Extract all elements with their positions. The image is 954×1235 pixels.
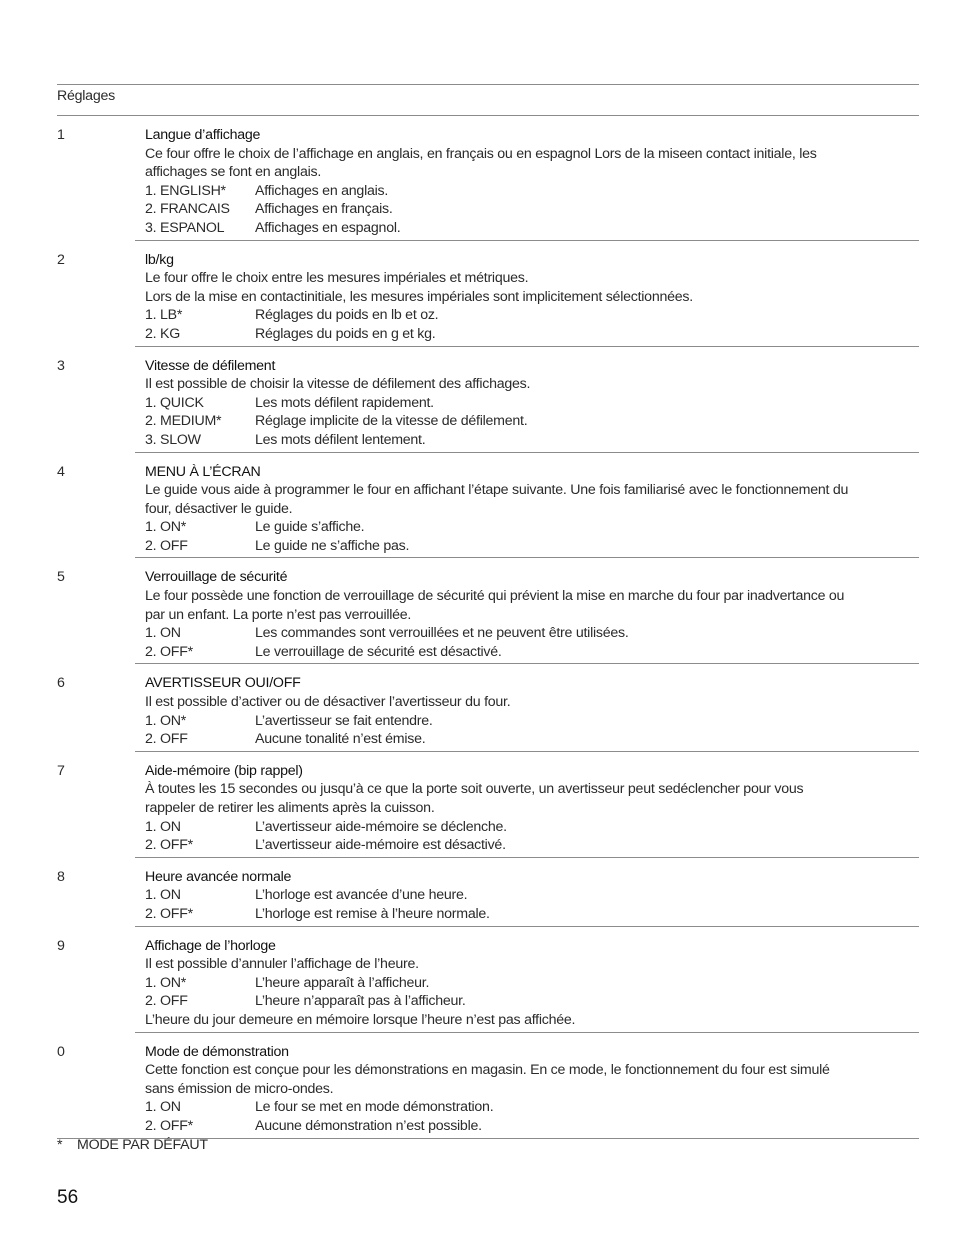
- option-key: 1. ON*: [145, 519, 187, 536]
- option-value: L’horloge est avancée d’une heure.: [255, 887, 468, 904]
- setting-option: [145, 306, 919, 325]
- option-key: 1. ENGLISH*: [145, 182, 226, 199]
- option-value: Aucune tonalité n’est émise.: [255, 731, 426, 748]
- setting-row: [57, 858, 919, 927]
- setting-description: Cette fonction est conçue pour les démonstrations en magasin. En ce mode, le fonctionnement du four est simulé: [145, 1062, 830, 1079]
- option-key: 1. ON*: [145, 974, 187, 991]
- setting-content: [145, 864, 919, 924]
- setting-title: AVERTISSEUR OUI/OFF: [145, 675, 301, 692]
- setting-row: [57, 664, 919, 751]
- setting-number: 1: [57, 127, 65, 143]
- option-key: 1. ON*: [145, 712, 187, 729]
- setting-option: [145, 431, 919, 450]
- option-value: Les mots défilent lentement.: [255, 431, 426, 448]
- setting-description: affichages se font en anglais.: [145, 164, 322, 181]
- setting-description: four, désactiver le guide.: [145, 500, 293, 517]
- option-value: L’heure n’apparaît pas à l’afficheur.: [255, 993, 466, 1010]
- setting-row: [57, 752, 919, 858]
- setting-title: lb/kg: [145, 251, 174, 268]
- option-value: Réglages du poids en g et kg.: [255, 325, 436, 342]
- setting-option: [145, 905, 919, 924]
- setting-option: [145, 200, 919, 219]
- option-key: 2. KG: [145, 325, 181, 342]
- option-key: 2. OFF*: [145, 1117, 193, 1134]
- setting-description: Lors de la mise en contactinitiale, les mesures impériales sont implicitement sélectionnées.: [145, 288, 693, 305]
- setting-content: [145, 122, 919, 238]
- option-key: 2. OFF: [145, 731, 188, 748]
- option-key: 2. OFF*: [145, 905, 193, 922]
- setting-title: Langue d’affichage: [145, 127, 261, 143]
- option-value: Affichages en anglais.: [255, 182, 389, 199]
- setting-title: Mode de démonstration: [145, 1043, 289, 1060]
- setting-description: Le guide vous aide à programmer le four en affichant l’étape suivante. Une fois familiarisé avec le fonctionnement du: [145, 482, 849, 499]
- setting-number: 9: [57, 937, 65, 954]
- setting-description: Il est possible d’annuler l’affichage de l’heure.: [145, 956, 419, 973]
- setting-content: [145, 247, 919, 344]
- setting-option: [145, 182, 919, 201]
- setting-number: 5: [57, 569, 65, 586]
- setting-content: [145, 459, 919, 556]
- option-value: Le four se met en mode démonstration.: [255, 1099, 494, 1116]
- setting-option: [145, 1117, 919, 1136]
- setting-row: [57, 116, 919, 241]
- option-key: 1. ON: [145, 887, 181, 904]
- option-key: 1. ON: [145, 818, 181, 835]
- setting-option: [145, 886, 919, 905]
- settings-table: [57, 116, 919, 1139]
- setting-description: À toutes les 15 secondes ou jusqu’à ce que la porte soit ouverte, un avertisseur peut sedéclencher pour vous: [145, 781, 804, 798]
- setting-option: [145, 992, 919, 1011]
- option-key: 3. ESPANOL: [145, 219, 225, 236]
- option-value: Les mots défilent rapidement.: [255, 394, 434, 411]
- setting-description: rappeler de retirer les aliments après la cuisson.: [145, 800, 435, 816]
- setting-option: [145, 1098, 919, 1117]
- setting-description: Le four possède une fonction de verrouillage de sécurité qui prévient la mise en marche du four par inadvertance ou: [145, 588, 845, 605]
- table-header: Réglages: [57, 88, 115, 104]
- setting-row: [57, 347, 919, 453]
- setting-option: [145, 974, 919, 993]
- setting-title: Verrouillage de sécurité: [145, 569, 288, 586]
- setting-description: Il est possible d’activer ou de désactiver l’avertisseur du four.: [145, 694, 511, 711]
- setting-number: 7: [57, 762, 65, 779]
- setting-description: Ce four offre le choix de l’affichage en anglais, en français ou en espagnol Lors de la miseen contact initiale, les: [145, 145, 817, 162]
- setting-row: [57, 1033, 919, 1139]
- option-key: 3. SLOW: [145, 431, 201, 448]
- option-value: Réglage implicite de la vitesse de défilement.: [255, 413, 528, 430]
- setting-content: [145, 670, 919, 748]
- setting-option: [145, 537, 919, 556]
- option-key: 1. ON: [145, 1099, 181, 1116]
- setting-note: L’heure du jour demeure en mémoire lorsque l’heure n’est pas affichée.: [145, 1011, 576, 1028]
- setting-number: 8: [57, 868, 65, 885]
- setting-number: 4: [57, 463, 65, 480]
- setting-option: [145, 730, 919, 749]
- setting-content: [145, 933, 919, 1030]
- setting-description: Il est possible de choisir la vitesse de défilement des affichages.: [145, 376, 531, 393]
- option-key: 1. LB*: [145, 307, 183, 324]
- setting-title: Heure avancée normale: [145, 868, 292, 885]
- option-key: 2. FRANCAIS: [145, 201, 230, 218]
- setting-option: [145, 712, 919, 731]
- setting-row: [57, 453, 919, 559]
- option-key: 2. OFF: [145, 993, 188, 1010]
- setting-title: MENU À L’ÉCRAN: [145, 463, 261, 480]
- setting-description: sans émission de micro-ondes.: [145, 1080, 334, 1097]
- page-number: 56: [57, 1187, 79, 1208]
- setting-row: [57, 241, 919, 347]
- option-value: Réglages du poids en lb et oz.: [255, 307, 439, 324]
- setting-option: [145, 818, 919, 837]
- setting-number: 2: [57, 251, 65, 268]
- setting-option: [145, 518, 919, 537]
- option-key: 1. QUICK: [145, 394, 204, 411]
- option-value: Le guide s’affiche.: [255, 519, 365, 536]
- setting-option: [145, 624, 919, 643]
- top-rule: [57, 84, 919, 85]
- option-value: L’avertisseur aide-mémoire se déclenche.: [255, 818, 507, 835]
- option-key: 1. ON: [145, 625, 181, 642]
- setting-option: [145, 836, 919, 855]
- footnote-text: MODE PAR DÉFAUT: [77, 1137, 208, 1153]
- setting-row: [57, 927, 919, 1033]
- setting-number: 6: [57, 675, 65, 692]
- setting-row: [57, 558, 919, 664]
- setting-title: Affichage de l’horloge: [145, 937, 276, 954]
- option-value: L’horloge est remise à l’heure normale.: [255, 905, 490, 922]
- setting-number: 3: [57, 357, 65, 374]
- setting-option: [145, 394, 919, 413]
- setting-description: par un enfant. La porte n’est pas verrouillée.: [145, 606, 412, 623]
- setting-content: [145, 1039, 919, 1136]
- footnote-star: *: [57, 1137, 63, 1153]
- setting-title: Aide-mémoire (bip rappel): [145, 762, 303, 779]
- option-value: Aucune démonstration n’est possible.: [255, 1117, 482, 1134]
- option-value: Le guide ne s’affiche pas.: [255, 537, 410, 554]
- option-value: Les commandes sont verrouillées et ne peuvent être utilisées.: [255, 625, 629, 642]
- option-key: 2. OFF: [145, 537, 188, 554]
- footnote: [57, 1137, 208, 1153]
- option-value: L’avertisseur se fait entendre.: [255, 712, 433, 729]
- setting-number: 0: [57, 1043, 65, 1060]
- setting-content: [145, 564, 919, 661]
- option-key: 2. MEDIUM*: [145, 413, 222, 430]
- setting-description: Le four offre le choix entre les mesures impériales et métriques.: [145, 270, 529, 287]
- setting-content: [145, 353, 919, 450]
- option-value: Affichages en français.: [255, 201, 393, 218]
- setting-option: [145, 412, 919, 431]
- option-value: L’avertisseur aide-mémoire est désactivé.: [255, 837, 506, 854]
- option-value: Le verrouillage de sécurité est désactivé.: [255, 643, 502, 660]
- option-value: L’heure apparaît à l’afficheur.: [255, 974, 430, 991]
- setting-option: [145, 643, 919, 662]
- setting-option: [145, 325, 919, 344]
- setting-content: [145, 758, 919, 855]
- option-value: Affichages en espagnol.: [255, 219, 401, 236]
- option-key: 2. OFF*: [145, 837, 193, 854]
- option-key: 2. OFF*: [145, 643, 193, 660]
- setting-title: Vitesse de défilement: [145, 357, 276, 374]
- setting-option: [145, 219, 919, 238]
